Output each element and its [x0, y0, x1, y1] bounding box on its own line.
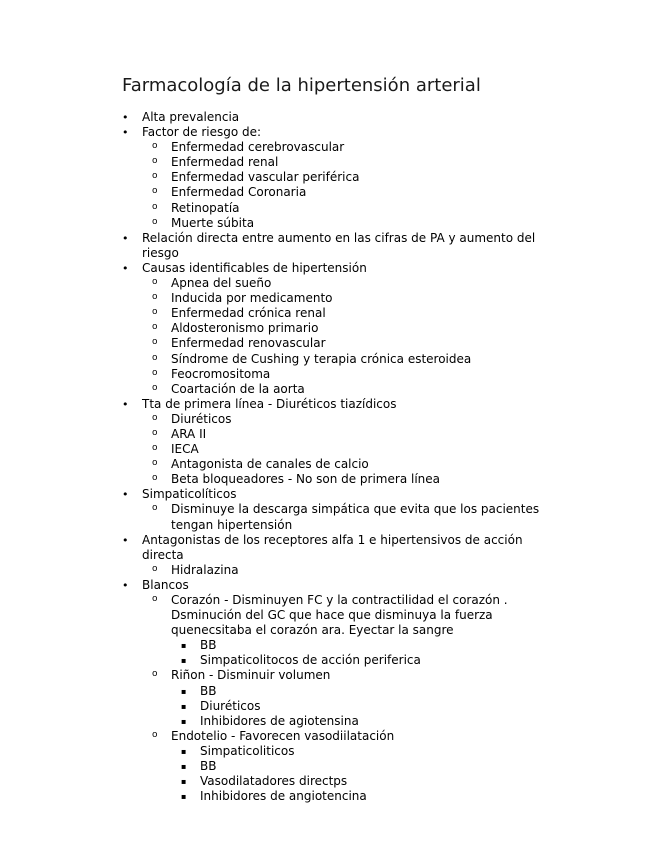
list-item [200, 699, 552, 714]
outline-list [142, 110, 552, 804]
list-item-text: Enfermedad cerebrovascular [171, 140, 345, 155]
list-level-2 [171, 412, 552, 487]
list-item-text: • Factor de riesgo de: [142, 125, 262, 140]
list-item [200, 759, 552, 774]
list-item-text: Síndrome de Cushing y terapia crónica esteroidea [171, 351, 472, 366]
list-item-text: • Causas identificables de hipertensión [142, 260, 367, 275]
list-item-text: Enfermedad vascular periférica [171, 170, 360, 185]
list-item [142, 125, 552, 231]
list-item-text: Retinopatía [171, 200, 240, 215]
list-item [200, 714, 552, 729]
list-item-text: BB [200, 759, 217, 774]
list-item [171, 170, 552, 185]
list-item-text: Vasodilatadores directps [200, 774, 348, 789]
list-item [142, 533, 552, 578]
list-level-2 [171, 593, 552, 804]
list-level-3 [200, 744, 552, 804]
list-item-text: Feocromositoma [171, 366, 271, 381]
list-item-text: Riñon - Disminuir volumen [171, 668, 331, 683]
list-item-text: • Alta prevalencia [142, 110, 240, 124]
list-item [171, 502, 552, 532]
list-item-text: Enfermedad renovascular [171, 336, 326, 351]
list-item [171, 291, 552, 306]
list-item [171, 729, 552, 804]
list-item-text: Antagonista de canales de calcio [171, 457, 369, 472]
list-item [171, 201, 552, 216]
list-item [142, 261, 552, 397]
list-item-text: BB [200, 683, 217, 698]
list-level-2 [171, 563, 552, 578]
list-item [171, 563, 552, 578]
list-item-text: ARA II [171, 426, 207, 441]
list-item [171, 457, 552, 472]
list-item-text: Disminuye la descarga simpática que evita que los pacientes tengan hipertensión [171, 502, 540, 532]
list-item-text: BB [200, 638, 217, 653]
list-level-2 [171, 502, 552, 532]
list-item [171, 276, 552, 291]
list-item-text: Inhibidores de angiotencina [200, 789, 367, 804]
list-item-text: Corazón - Disminuyen FC y la contractilidad el corazón . Dsminución del GC que hace que disminuya la fuerza quenecsitaba el corazón ara. Eyectar la sangre [171, 593, 508, 638]
list-level-3 [200, 638, 552, 668]
list-item [200, 774, 552, 789]
list-item-text: Enfermedad crónica renal [171, 306, 326, 321]
list-item [171, 593, 552, 668]
list-item [171, 306, 552, 321]
list-item [142, 397, 552, 488]
list-item [200, 744, 552, 759]
list-item-text: Hidralazina [171, 562, 239, 577]
list-item [200, 638, 552, 653]
list-item [171, 382, 552, 397]
list-item-text: Simpaticoliticos [200, 743, 295, 758]
list-item-text: Enfermedad renal [171, 155, 279, 170]
list-item-text: Endotelio - Favorecen vasodiilatación [171, 728, 395, 743]
list-item-text: Enfermedad Coronaria [171, 185, 307, 200]
list-item-text: Inhibidores de agiotensina [200, 713, 359, 728]
list-item [171, 668, 552, 728]
list-item-text: • Antagonistas de los receptores alfa 1 e hipertensivos de acción directa [142, 532, 523, 562]
list-item [171, 140, 552, 155]
list-item-text: Diuréticos [200, 698, 261, 713]
list-item [171, 427, 552, 442]
list-item [171, 472, 552, 487]
list-item-text: Aldosteronismo primario [171, 321, 319, 336]
list-item-text: Apnea del sueño [171, 276, 272, 291]
list-item-text: Simpaticolitocos de acción periferica [200, 653, 421, 668]
list-level-2 [171, 140, 552, 231]
list-item [142, 578, 552, 804]
list-item [142, 110, 552, 125]
list-item [171, 367, 552, 382]
list-item [171, 352, 552, 367]
list-item [142, 487, 552, 532]
list-item [142, 231, 552, 261]
list-item-text: Coartación de la aorta [171, 381, 305, 396]
list-item [200, 684, 552, 699]
list-item [171, 336, 552, 351]
list-item [200, 653, 552, 668]
list-item-text: Inducida por medicamento [171, 291, 333, 306]
list-item-text: • Blancos [142, 577, 189, 592]
list-item [171, 185, 552, 200]
list-item-text: • Tta de primera línea - Diuréticos tiazídicos [142, 396, 397, 411]
list-item-text: IECA [171, 442, 199, 457]
list-level-3 [200, 684, 552, 729]
list-item [171, 216, 552, 231]
list-item-text: • Simpaticolíticos [142, 487, 237, 502]
list-item-text: • Relación directa entre aumento en las cifras de PA y aumento del riesgo [142, 230, 536, 260]
list-item [171, 442, 552, 457]
list-item [200, 789, 552, 804]
list-item-text: Diuréticos [171, 411, 232, 426]
list-item [171, 412, 552, 427]
list-item [171, 321, 552, 336]
list-level-2 [171, 276, 552, 397]
list-item-text: Beta bloqueadores - No son de primera línea [171, 472, 440, 487]
list-item [171, 155, 552, 170]
page-title: Farmacología de la hipertensión arterial [122, 75, 481, 96]
list-item-text: Muerte súbita [171, 215, 255, 230]
